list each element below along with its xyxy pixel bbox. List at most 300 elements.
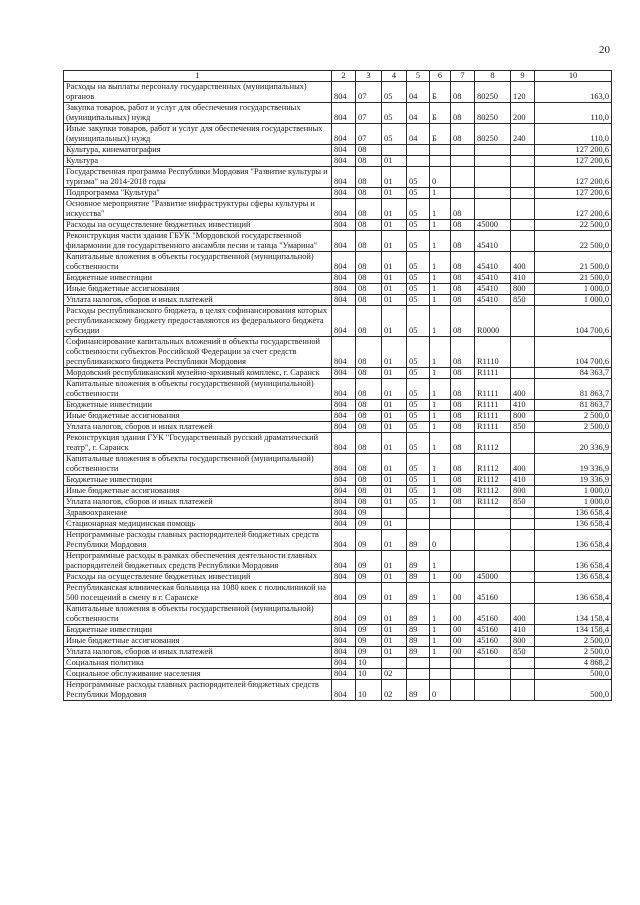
ministry-code-cell: 804: [332, 508, 356, 519]
activity-code-cell: 08: [451, 368, 475, 379]
subprogram-code-cell: 1: [430, 572, 451, 583]
expense-name-cell: Стационарная медицинская помощь: [64, 519, 332, 530]
activity-code-cell: 08: [451, 422, 475, 433]
ministry-code-cell: 804: [332, 422, 356, 433]
amount-cell: 21 500,0: [535, 252, 612, 273]
table-row: [64, 636, 612, 647]
expense-type-code-cell: 800: [511, 636, 535, 647]
subsection-code-cell: 01: [382, 273, 407, 284]
column-header: 4: [382, 71, 407, 82]
activity-code-cell: [451, 669, 475, 680]
activity-code-cell: [451, 519, 475, 530]
table-row: [64, 572, 612, 583]
section-code-cell: 08: [356, 400, 382, 411]
section-code-cell: 08: [356, 475, 382, 486]
expense-type-code-cell: [511, 433, 535, 454]
table-row: [64, 583, 612, 604]
subsection-code-cell: 01: [382, 519, 407, 530]
ministry-code-cell: 804: [332, 572, 356, 583]
table-row: [64, 167, 612, 188]
subprogram-code-cell: 1: [430, 604, 451, 625]
expense-type-code-cell: [511, 572, 535, 583]
direction-code-cell: 45410: [475, 295, 511, 306]
section-code-cell: 09: [356, 583, 382, 604]
subsection-code-cell: 01: [382, 379, 407, 400]
subsection-code-cell: 01: [382, 411, 407, 422]
amount-cell: 104 700,6: [535, 306, 612, 337]
subsection-code-cell: 01: [382, 199, 407, 220]
subsection-code-cell: 01: [382, 422, 407, 433]
ministry-code-cell: 804: [332, 199, 356, 220]
section-code-cell: 08: [356, 422, 382, 433]
expense-type-code-cell: [511, 530, 535, 551]
ministry-code-cell: 804: [332, 295, 356, 306]
column-header: 9: [511, 71, 535, 82]
subsection-code-cell: [382, 508, 407, 519]
amount-cell: 136 658,4: [535, 551, 612, 572]
subsection-code-cell: 01: [382, 167, 407, 188]
program-code-cell: 05: [407, 306, 430, 337]
program-code-cell: 05: [407, 284, 430, 295]
subprogram-code-cell: [430, 519, 451, 530]
column-header: 1: [64, 71, 332, 82]
expense-name-cell: Социальная политика: [64, 658, 332, 669]
program-code-cell: 05: [407, 295, 430, 306]
subprogram-code-cell: 1: [430, 625, 451, 636]
expense-type-code-cell: 850: [511, 647, 535, 658]
amount-cell: 104 700,6: [535, 337, 612, 368]
program-code-cell: 05: [407, 400, 430, 411]
direction-code-cell: R1110: [475, 337, 511, 368]
expense-type-code-cell: 410: [511, 625, 535, 636]
ministry-code-cell: 804: [332, 636, 356, 647]
table-row: [64, 400, 612, 411]
ministry-code-cell: 804: [332, 625, 356, 636]
program-code-cell: 05: [407, 252, 430, 273]
direction-code-cell: [475, 508, 511, 519]
direction-code-cell: [475, 199, 511, 220]
amount-cell: 163,0: [535, 82, 612, 103]
expense-type-code-cell: [511, 156, 535, 167]
ministry-code-cell: 804: [332, 306, 356, 337]
subprogram-code-cell: 0: [430, 167, 451, 188]
section-code-cell: 09: [356, 530, 382, 551]
table-row: [64, 231, 612, 252]
direction-code-cell: R1111: [475, 422, 511, 433]
section-code-cell: 08: [356, 337, 382, 368]
amount-cell: 136 658,4: [535, 519, 612, 530]
direction-code-cell: R1111: [475, 379, 511, 400]
program-code-cell: 05: [407, 220, 430, 231]
expense-type-code-cell: 120: [511, 82, 535, 103]
amount-cell: 21 500,0: [535, 273, 612, 284]
expense-name-cell: Непрограммные расходы главных распорядителей бюджетных средств Республики Мордовия: [64, 530, 332, 551]
table-row: [64, 475, 612, 486]
subprogram-code-cell: 1: [430, 306, 451, 337]
ministry-code-cell: 804: [332, 551, 356, 572]
section-code-cell: 08: [356, 497, 382, 508]
ministry-code-cell: 804: [332, 411, 356, 422]
direction-code-cell: [475, 145, 511, 156]
subprogram-code-cell: 1: [430, 433, 451, 454]
table-row: [64, 295, 612, 306]
subsection-code-cell: 01: [382, 220, 407, 231]
subprogram-code-cell: 0: [430, 530, 451, 551]
ministry-code-cell: 804: [332, 156, 356, 167]
expense-name-cell: Иные бюджетные ассигнования: [64, 411, 332, 422]
activity-code-cell: 00: [451, 572, 475, 583]
ministry-code-cell: 804: [332, 252, 356, 273]
expense-name-cell: Расходы на выплаты персоналу государственных (муниципальных) органов: [64, 82, 332, 103]
section-code-cell: 08: [356, 273, 382, 284]
ministry-code-cell: 804: [332, 82, 356, 103]
expense-name-cell: Иные бюджетные ассигнования: [64, 284, 332, 295]
ministry-code-cell: 804: [332, 400, 356, 411]
direction-code-cell: R1112: [475, 454, 511, 475]
activity-code-cell: 08: [451, 433, 475, 454]
subprogram-code-cell: Б: [430, 124, 451, 145]
amount-cell: 2 500,0: [535, 411, 612, 422]
section-code-cell: 08: [356, 156, 382, 167]
subsection-code-cell: 01: [382, 647, 407, 658]
expense-name-cell: Бюджетные инвестиции: [64, 273, 332, 284]
expense-type-code-cell: [511, 368, 535, 379]
expense-name-cell: Капитальные вложения в объекты государственной (муниципальной) собственности: [64, 454, 332, 475]
budget-table: [63, 70, 612, 701]
program-code-cell: 89: [407, 530, 430, 551]
program-code-cell: 05: [407, 273, 430, 284]
subsection-code-cell: 01: [382, 368, 407, 379]
subprogram-code-cell: [430, 156, 451, 167]
subprogram-code-cell: 1: [430, 647, 451, 658]
program-code-cell: 05: [407, 337, 430, 368]
section-code-cell: 10: [356, 669, 382, 680]
subprogram-code-cell: 1: [430, 454, 451, 475]
table-row: [64, 647, 612, 658]
direction-code-cell: [475, 551, 511, 572]
ministry-code-cell: 804: [332, 433, 356, 454]
expense-type-code-cell: 410: [511, 273, 535, 284]
program-code-cell: 89: [407, 551, 430, 572]
subprogram-code-cell: 1: [430, 337, 451, 368]
expense-type-code-cell: [511, 669, 535, 680]
subprogram-code-cell: 0: [430, 680, 451, 701]
program-code-cell: [407, 508, 430, 519]
section-code-cell: 08: [356, 454, 382, 475]
section-code-cell: 07: [356, 82, 382, 103]
subprogram-code-cell: 1: [430, 551, 451, 572]
subsection-code-cell: [382, 658, 407, 669]
amount-cell: 136 658,4: [535, 572, 612, 583]
expense-name-cell: Закупка товаров, работ и услуг для обеспечения государственных (муниципальных) нужд: [64, 103, 332, 124]
subprogram-code-cell: 1: [430, 284, 451, 295]
expense-type-code-cell: [511, 519, 535, 530]
expense-name-cell: Иные закупки товаров, работ и услуг для обеспечения государственных (муниципальных) нужд: [64, 124, 332, 145]
amount-cell: 134 158,4: [535, 625, 612, 636]
subprogram-code-cell: 1: [430, 422, 451, 433]
direction-code-cell: R1112: [475, 497, 511, 508]
ministry-code-cell: 804: [332, 368, 356, 379]
program-code-cell: 05: [407, 475, 430, 486]
subsection-code-cell: 01: [382, 604, 407, 625]
expense-name-cell: Капитальные вложения в объекты государственной (муниципальной) собственности: [64, 604, 332, 625]
amount-cell: 84 363,7: [535, 368, 612, 379]
ministry-code-cell: 804: [332, 530, 356, 551]
subsection-code-cell: 05: [382, 124, 407, 145]
expense-type-code-cell: 850: [511, 295, 535, 306]
amount-cell: 136 658,4: [535, 530, 612, 551]
activity-code-cell: 08: [451, 379, 475, 400]
table-row: [64, 306, 612, 337]
table-row: [64, 508, 612, 519]
subsection-code-cell: 05: [382, 103, 407, 124]
activity-code-cell: 08: [451, 231, 475, 252]
activity-code-cell: [451, 188, 475, 199]
program-code-cell: 05: [407, 497, 430, 508]
expense-type-code-cell: [511, 145, 535, 156]
subprogram-code-cell: 1: [430, 411, 451, 422]
section-code-cell: 08: [356, 252, 382, 273]
direction-code-cell: [475, 188, 511, 199]
subprogram-code-cell: [430, 508, 451, 519]
amount-cell: 127 200,6: [535, 188, 612, 199]
direction-code-cell: [475, 669, 511, 680]
program-code-cell: [407, 519, 430, 530]
activity-code-cell: [451, 658, 475, 669]
expense-type-code-cell: 800: [511, 284, 535, 295]
subsection-code-cell: 01: [382, 295, 407, 306]
activity-code-cell: 08: [451, 284, 475, 295]
amount-cell: 500,0: [535, 680, 612, 701]
section-code-cell: 08: [356, 220, 382, 231]
ministry-code-cell: 804: [332, 167, 356, 188]
direction-code-cell: [475, 167, 511, 188]
program-code-cell: 04: [407, 103, 430, 124]
expense-name-cell: Культура: [64, 156, 332, 167]
expense-name-cell: Уплата налогов, сборов и иных платежей: [64, 497, 332, 508]
section-code-cell: 08: [356, 284, 382, 295]
table-row: [64, 379, 612, 400]
direction-code-cell: R1111: [475, 368, 511, 379]
subsection-code-cell: [382, 145, 407, 156]
program-code-cell: 05: [407, 411, 430, 422]
subsection-code-cell: 01: [382, 252, 407, 273]
amount-cell: 2 500,0: [535, 422, 612, 433]
column-header: 7: [451, 71, 475, 82]
section-code-cell: 08: [356, 486, 382, 497]
activity-code-cell: 08: [451, 486, 475, 497]
amount-cell: 110,0: [535, 103, 612, 124]
subprogram-code-cell: Б: [430, 103, 451, 124]
section-code-cell: 10: [356, 680, 382, 701]
ministry-code-cell: 804: [332, 284, 356, 295]
subprogram-code-cell: [430, 658, 451, 669]
activity-code-cell: 08: [451, 295, 475, 306]
direction-code-cell: 45160: [475, 647, 511, 658]
direction-code-cell: 80250: [475, 82, 511, 103]
expense-name-cell: Расходы на осуществление бюджетных инвестиций: [64, 572, 332, 583]
direction-code-cell: 45410: [475, 284, 511, 295]
amount-cell: 110,0: [535, 124, 612, 145]
table-row: [64, 433, 612, 454]
expense-name-cell: Государственная программа Республики Мордовия "Развитие культуры и туризма" на 2014-2018 годы: [64, 167, 332, 188]
column-header: 10: [535, 71, 612, 82]
section-code-cell: 08: [356, 306, 382, 337]
amount-cell: 81 863,7: [535, 379, 612, 400]
expense-name-cell: Расходы республиканского бюджета, в целях софинансирования которых республиканскому бюджету предоставляются из федерального бюджета субсидии: [64, 306, 332, 337]
ministry-code-cell: 804: [332, 454, 356, 475]
table-row: [64, 337, 612, 368]
expense-type-code-cell: [511, 337, 535, 368]
direction-code-cell: R0000: [475, 306, 511, 337]
expense-type-code-cell: [511, 680, 535, 701]
direction-code-cell: [475, 156, 511, 167]
amount-cell: 22 500,0: [535, 231, 612, 252]
activity-code-cell: 00: [451, 583, 475, 604]
subprogram-code-cell: 1: [430, 497, 451, 508]
subprogram-code-cell: 1: [430, 486, 451, 497]
activity-code-cell: 08: [451, 306, 475, 337]
ministry-code-cell: 804: [332, 231, 356, 252]
section-code-cell: 08: [356, 231, 382, 252]
expense-type-code-cell: [511, 167, 535, 188]
activity-code-cell: 00: [451, 604, 475, 625]
expense-type-code-cell: [511, 583, 535, 604]
table-row: [64, 530, 612, 551]
subsection-code-cell: 01: [382, 306, 407, 337]
amount-cell: 127 200,6: [535, 199, 612, 220]
expense-type-code-cell: 400: [511, 604, 535, 625]
section-code-cell: 09: [356, 604, 382, 625]
program-code-cell: 05: [407, 379, 430, 400]
expense-type-code-cell: 200: [511, 103, 535, 124]
section-code-cell: 08: [356, 433, 382, 454]
activity-code-cell: [451, 167, 475, 188]
program-code-cell: 04: [407, 82, 430, 103]
amount-cell: 2 500,0: [535, 647, 612, 658]
expense-name-cell: Культура, кинематография: [64, 145, 332, 156]
expense-type-code-cell: 400: [511, 454, 535, 475]
activity-code-cell: [451, 145, 475, 156]
column-header: 6: [430, 71, 451, 82]
program-code-cell: 89: [407, 647, 430, 658]
ministry-code-cell: 804: [332, 220, 356, 231]
activity-code-cell: 08: [451, 82, 475, 103]
expense-type-code-cell: 400: [511, 379, 535, 400]
program-code-cell: 89: [407, 636, 430, 647]
subsection-code-cell: 01: [382, 433, 407, 454]
program-code-cell: 89: [407, 625, 430, 636]
subprogram-code-cell: 1: [430, 295, 451, 306]
table-row: [64, 103, 612, 124]
ministry-code-cell: 804: [332, 188, 356, 199]
subprogram-code-cell: 1: [430, 475, 451, 486]
section-code-cell: 08: [356, 368, 382, 379]
table-row: [64, 284, 612, 295]
activity-code-cell: 00: [451, 636, 475, 647]
subsection-code-cell: 01: [382, 497, 407, 508]
program-code-cell: 89: [407, 583, 430, 604]
subsection-code-cell: 02: [382, 669, 407, 680]
activity-code-cell: 00: [451, 625, 475, 636]
ministry-code-cell: 804: [332, 379, 356, 400]
expense-name-cell: Реконструкция здания ГУК "Государственный русский драматический театр", г. Саранск: [64, 433, 332, 454]
table-row: [64, 145, 612, 156]
activity-code-cell: 08: [451, 337, 475, 368]
expense-type-code-cell: 800: [511, 486, 535, 497]
amount-cell: 127 200,6: [535, 167, 612, 188]
section-code-cell: 08: [356, 411, 382, 422]
subsection-code-cell: 01: [382, 400, 407, 411]
expense-type-code-cell: [511, 508, 535, 519]
table-row: [64, 252, 612, 273]
direction-code-cell: 45160: [475, 636, 511, 647]
subprogram-code-cell: 1: [430, 252, 451, 273]
expense-name-cell: Капитальные вложения в объекты государственной (муниципальной) собственности: [64, 252, 332, 273]
program-code-cell: 05: [407, 188, 430, 199]
amount-cell: 81 863,7: [535, 400, 612, 411]
subsection-code-cell: 01: [382, 486, 407, 497]
table-row: [64, 82, 612, 103]
program-code-cell: 05: [407, 368, 430, 379]
column-header: 5: [407, 71, 430, 82]
direction-code-cell: 80250: [475, 124, 511, 145]
expense-name-cell: Иные бюджетные ассигнования: [64, 636, 332, 647]
activity-code-cell: [451, 680, 475, 701]
subsection-code-cell: 01: [382, 551, 407, 572]
table-row: [64, 519, 612, 530]
direction-code-cell: 45000: [475, 572, 511, 583]
expense-type-code-cell: [511, 306, 535, 337]
table-row: [64, 454, 612, 475]
section-code-cell: 09: [356, 647, 382, 658]
table-row: [64, 156, 612, 167]
expense-type-code-cell: [511, 231, 535, 252]
ministry-code-cell: 804: [332, 475, 356, 486]
column-header: 2: [332, 71, 356, 82]
table-row: [64, 604, 612, 625]
expense-name-cell: Мордовский республиканский музейно-архивный комплекс, г. Саранск: [64, 368, 332, 379]
expense-name-cell: Иные бюджетные ассигнования: [64, 486, 332, 497]
program-code-cell: 05: [407, 486, 430, 497]
ministry-code-cell: 804: [332, 145, 356, 156]
subprogram-code-cell: 1: [430, 220, 451, 231]
section-code-cell: 08: [356, 145, 382, 156]
section-code-cell: 08: [356, 188, 382, 199]
section-code-cell: 07: [356, 124, 382, 145]
column-header: 3: [356, 71, 382, 82]
direction-code-cell: 45410: [475, 252, 511, 273]
subsection-code-cell: 01: [382, 572, 407, 583]
subprogram-code-cell: 1: [430, 583, 451, 604]
activity-code-cell: 08: [451, 411, 475, 422]
subsection-code-cell: 01: [382, 337, 407, 368]
expense-name-cell: Непрограммные расходы в рамках обеспечения деятельности главных распорядителей бюджетных средств Республики Мордовия: [64, 551, 332, 572]
table-row: [64, 422, 612, 433]
expense-type-code-cell: [511, 658, 535, 669]
program-code-cell: 89: [407, 572, 430, 583]
amount-cell: 127 200,6: [535, 156, 612, 167]
program-code-cell: [407, 156, 430, 167]
amount-cell: 19 336,9: [535, 475, 612, 486]
section-code-cell: 08: [356, 379, 382, 400]
direction-code-cell: 45160: [475, 625, 511, 636]
subprogram-code-cell: 1: [430, 273, 451, 284]
expense-type-code-cell: 850: [511, 497, 535, 508]
activity-code-cell: 08: [451, 273, 475, 284]
direction-code-cell: R1112: [475, 433, 511, 454]
ministry-code-cell: 804: [332, 583, 356, 604]
